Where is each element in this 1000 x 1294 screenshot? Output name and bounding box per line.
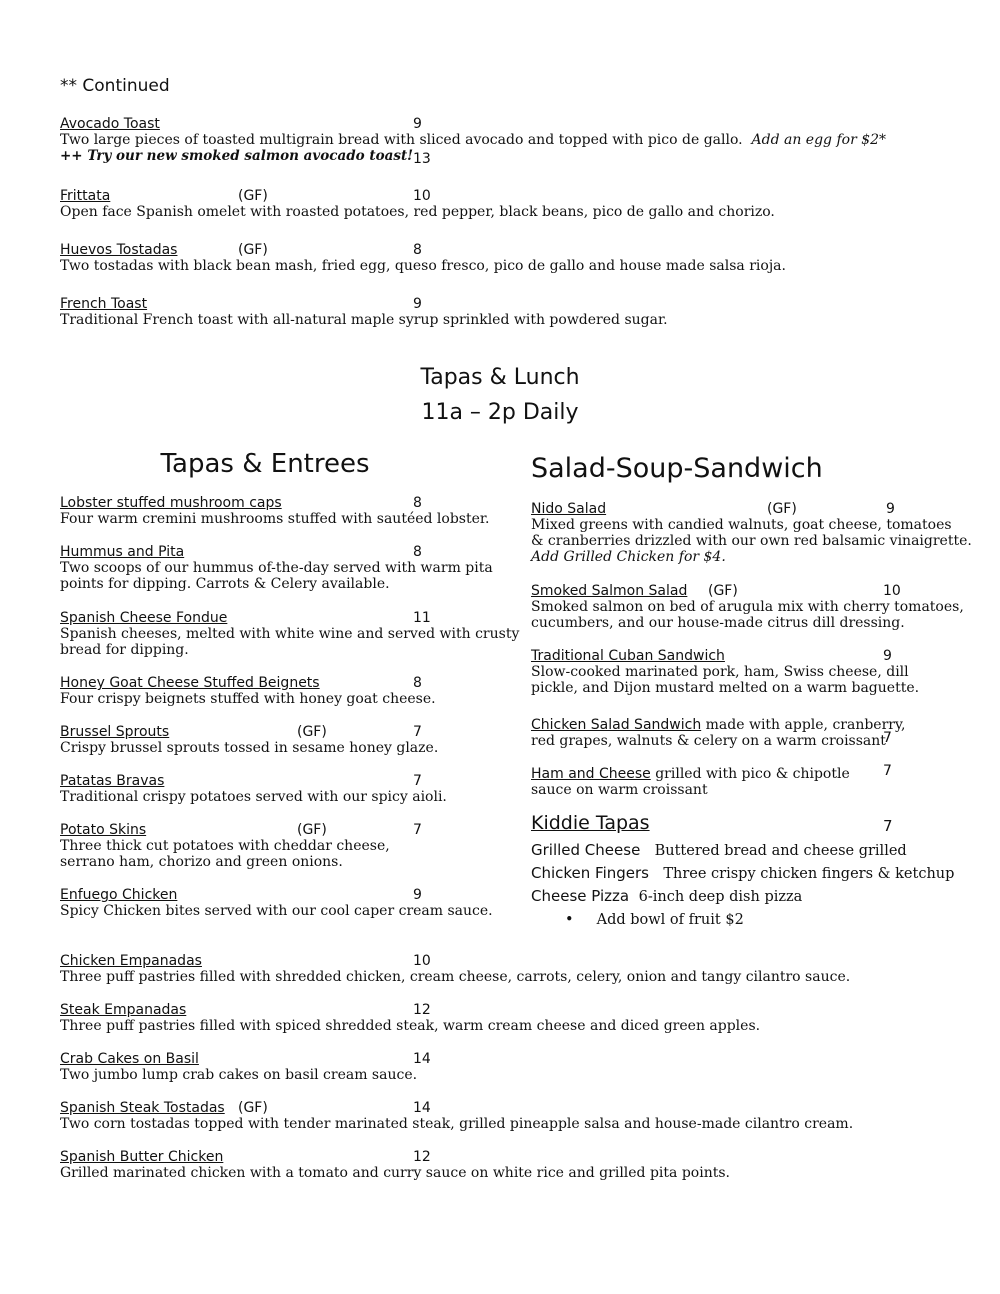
item-name: Spanish Cheese Fondue <box>60 610 228 626</box>
kiddie-item <box>531 887 802 905</box>
item-name: Potato Skins <box>60 822 147 838</box>
item-name: Chicken Empanadas <box>60 953 202 969</box>
entree-item <box>60 1149 730 1181</box>
item-description: Grilled marinated chicken with a tomato and curry sauce on white rice and grilled pita points. <box>60 1165 730 1181</box>
item-name: Spanish Butter Chicken <box>60 1149 224 1165</box>
item-price: 7 <box>413 773 422 789</box>
item-price: 9 <box>413 887 422 903</box>
gf-badge: (GF) <box>297 724 327 740</box>
gf-badge: (GF) <box>708 583 738 599</box>
menu-item-avocado-toast <box>60 116 886 164</box>
item-price: 7 <box>883 763 892 779</box>
item-name: Steak Empanadas <box>60 1002 187 1018</box>
item-description: Three puff pastries filled with spiced shredded steak, warm cream cheese and diced green apples. <box>60 1018 761 1034</box>
item-description: Traditional crispy potatoes served with our spicy aioli. <box>60 789 447 805</box>
gf-badge: (GF) <box>238 242 268 258</box>
item-description: Spicy Chicken bites served with our cool caper cream sauce. <box>60 903 493 919</box>
tapas-item <box>60 610 519 658</box>
item-name: Huevos Tostadas <box>60 242 178 258</box>
item-price: 12 <box>413 1002 431 1018</box>
item-name: Ham and Cheese <box>531 766 651 782</box>
item-name: Traditional Cuban Sandwich <box>531 648 725 664</box>
item-description: Two large pieces of toasted multigrain bread with sliced avocado and topped with pico de gallo. Add an egg for $2* <box>60 132 887 148</box>
tapas-item <box>60 773 447 805</box>
kiddie-item <box>531 841 907 859</box>
item-description: cucumbers, and our house-made citrus dill dressing. <box>531 615 905 631</box>
item-name: Brussel Sprouts <box>60 724 170 740</box>
item-price: 14 <box>413 1100 431 1116</box>
item-description: & cranberries drizzled with our own red balsamic vinaigrette. <box>531 533 972 549</box>
kiddie-item-desc: Buttered bread and cheese grilled <box>654 843 907 859</box>
item-extra-price: 13 <box>413 151 431 167</box>
item-description: Crispy brussel sprouts tossed in sesame honey glaze. <box>60 740 439 756</box>
gf-badge: (GF) <box>767 501 797 517</box>
item-price: 7 <box>413 724 422 740</box>
item-description: Two corn tostadas topped with tender marinated steak, grilled pineapple salsa and house-made cilantro cream. <box>60 1116 854 1132</box>
item-name: Enfuego Chicken <box>60 887 178 903</box>
entree-item <box>60 953 850 985</box>
item-name: Chicken Salad Sandwich <box>531 717 702 733</box>
item-description: Slow-cooked marinated pork, ham, Swiss cheese, dill <box>531 664 909 680</box>
item-price: 8 <box>413 675 422 691</box>
tapas-item <box>60 724 438 756</box>
item-price: 14 <box>413 1051 431 1067</box>
item-price: 12 <box>413 1149 431 1165</box>
kiddie-item-name: Cheese Pizza <box>531 887 630 905</box>
item-description: pickle, and Dijon mustard melted on a warm baguette. <box>531 680 920 696</box>
kiddie-item-desc: Three crispy chicken fingers & ketchup <box>663 866 955 882</box>
item-name: Crab Cakes on Basil <box>60 1051 199 1067</box>
item-description: Two tostadas with black bean mash, fried egg, queso fresco, pico de gallo and house made salsa rioja. <box>60 258 786 274</box>
item-description: Three puff pastries filled with shredded chicken, cream cheese, carrots, celery, onion and tangy cilantro sauce. <box>60 969 851 985</box>
item-price: 9 <box>413 116 422 132</box>
item-price: 8 <box>413 544 422 560</box>
item-extra: ++ Try our new smoked salmon avocado toast! <box>60 148 414 164</box>
kiddie-price: 7 <box>883 817 893 835</box>
item-inline-description: made with apple, cranberry, <box>701 717 906 733</box>
menu-item-french-toast <box>60 296 668 328</box>
section-hours: 11a – 2p Daily <box>421 400 579 425</box>
item-note: Add Grilled Chicken for $4. <box>531 549 726 565</box>
item-description: bread for dipping. <box>60 642 189 658</box>
item-description: serrano ham, chorizo and green onions. <box>60 854 343 870</box>
entree-item <box>60 1002 760 1034</box>
item-description: Smoked salmon on bed of arugula mix with cherry tomatoes, <box>531 599 964 615</box>
item-description: Spanish cheeses, melted with white wine and served with crusty <box>60 626 520 642</box>
kiddie-item-name: Chicken Fingers <box>531 864 649 882</box>
tapas-header: Tapas & Entrees <box>160 449 370 479</box>
tapas-item <box>60 675 436 707</box>
kiddie-bullet: • Add bowl of fruit $2 <box>565 912 744 928</box>
gf-badge: (GF) <box>297 822 327 838</box>
tapas-item <box>60 887 493 919</box>
item-description: Open face Spanish omelet with roasted potatoes, red pepper, black beans, pico de gallo and chorizo. <box>60 204 775 220</box>
item-name: Nido Salad <box>531 501 607 517</box>
item-description: Two jumbo lump crab cakes on basil cream sauce. <box>60 1067 418 1083</box>
item-price: 11 <box>413 610 431 626</box>
bullet-icon: • <box>565 912 574 928</box>
item-description: Four crispy beignets stuffed with honey goat cheese. <box>60 691 436 707</box>
sss-header: Salad-Soup-Sandwich <box>531 453 823 484</box>
item-name: Spanish Steak Tostadas <box>60 1100 225 1116</box>
item-price: 10 <box>883 583 901 599</box>
item-description: Three thick cut potatoes with cheddar cheese, <box>60 838 390 854</box>
sss-item <box>531 501 972 565</box>
entree-item <box>60 1100 853 1132</box>
item-price: 9 <box>413 296 422 312</box>
item-price: 10 <box>413 953 431 969</box>
sss-item <box>531 714 905 749</box>
item-description: points for dipping. Carrots & Celery available. <box>60 576 390 592</box>
item-price: 9 <box>883 648 892 664</box>
item-name: Lobster stuffed mushroom caps <box>60 495 282 511</box>
continued-label: ** Continued <box>60 76 170 96</box>
item-name: Honey Goat Cheese Stuffed Beignets <box>60 675 320 691</box>
item-name: French Toast <box>60 296 148 312</box>
item-name: Avocado Toast <box>60 116 160 132</box>
item-price: 10 <box>413 188 431 204</box>
item-name: Smoked Salmon Salad <box>531 583 688 599</box>
tapas-item <box>60 822 390 870</box>
item-price: 7 <box>413 822 422 838</box>
gf-badge: (GF) <box>238 188 268 204</box>
item-description: Two scoops of our hummus of-the-day served with warm pita <box>60 560 493 576</box>
item-description: Traditional French toast with all-natural maple syrup sprinkled with powdered sugar. <box>60 312 668 328</box>
kiddie-item-desc: 6-inch deep dish pizza <box>638 889 803 905</box>
item-name: Frittata <box>60 188 111 204</box>
tapas-item <box>60 495 490 527</box>
kiddie-item <box>531 864 954 882</box>
gf-badge: (GF) <box>238 1100 268 1116</box>
item-description: Mixed greens with candied walnuts, goat cheese, tomatoes <box>531 517 952 533</box>
item-name: Patatas Bravas <box>60 773 165 789</box>
item-inline-description: grilled with pico & chipotle <box>650 766 850 782</box>
item-price: 7 <box>883 730 892 746</box>
item-price: 9 <box>886 501 895 517</box>
kiddie-item-name: Grilled Cheese <box>531 841 641 859</box>
item-price: 8 <box>413 495 422 511</box>
section-title: Tapas & Lunch <box>420 365 580 390</box>
item-description: red grapes, walnuts & celery on a warm croissant <box>531 733 886 749</box>
item-name: Hummus and Pita <box>60 544 185 560</box>
item-price: 8 <box>413 242 422 258</box>
entree-item <box>60 1051 417 1083</box>
item-description: Four warm cremini mushrooms stuffed with sautéed lobster. <box>60 511 490 527</box>
kiddie-title: Kiddie Tapas <box>531 812 650 834</box>
item-note: Add an egg for $2* <box>751 132 887 148</box>
item-description: sauce on warm croissant <box>531 782 708 798</box>
menu-item-huevos-tostadas <box>60 242 786 274</box>
sss-item <box>531 648 919 696</box>
tapas-item <box>60 544 493 592</box>
sss-item <box>531 763 850 798</box>
